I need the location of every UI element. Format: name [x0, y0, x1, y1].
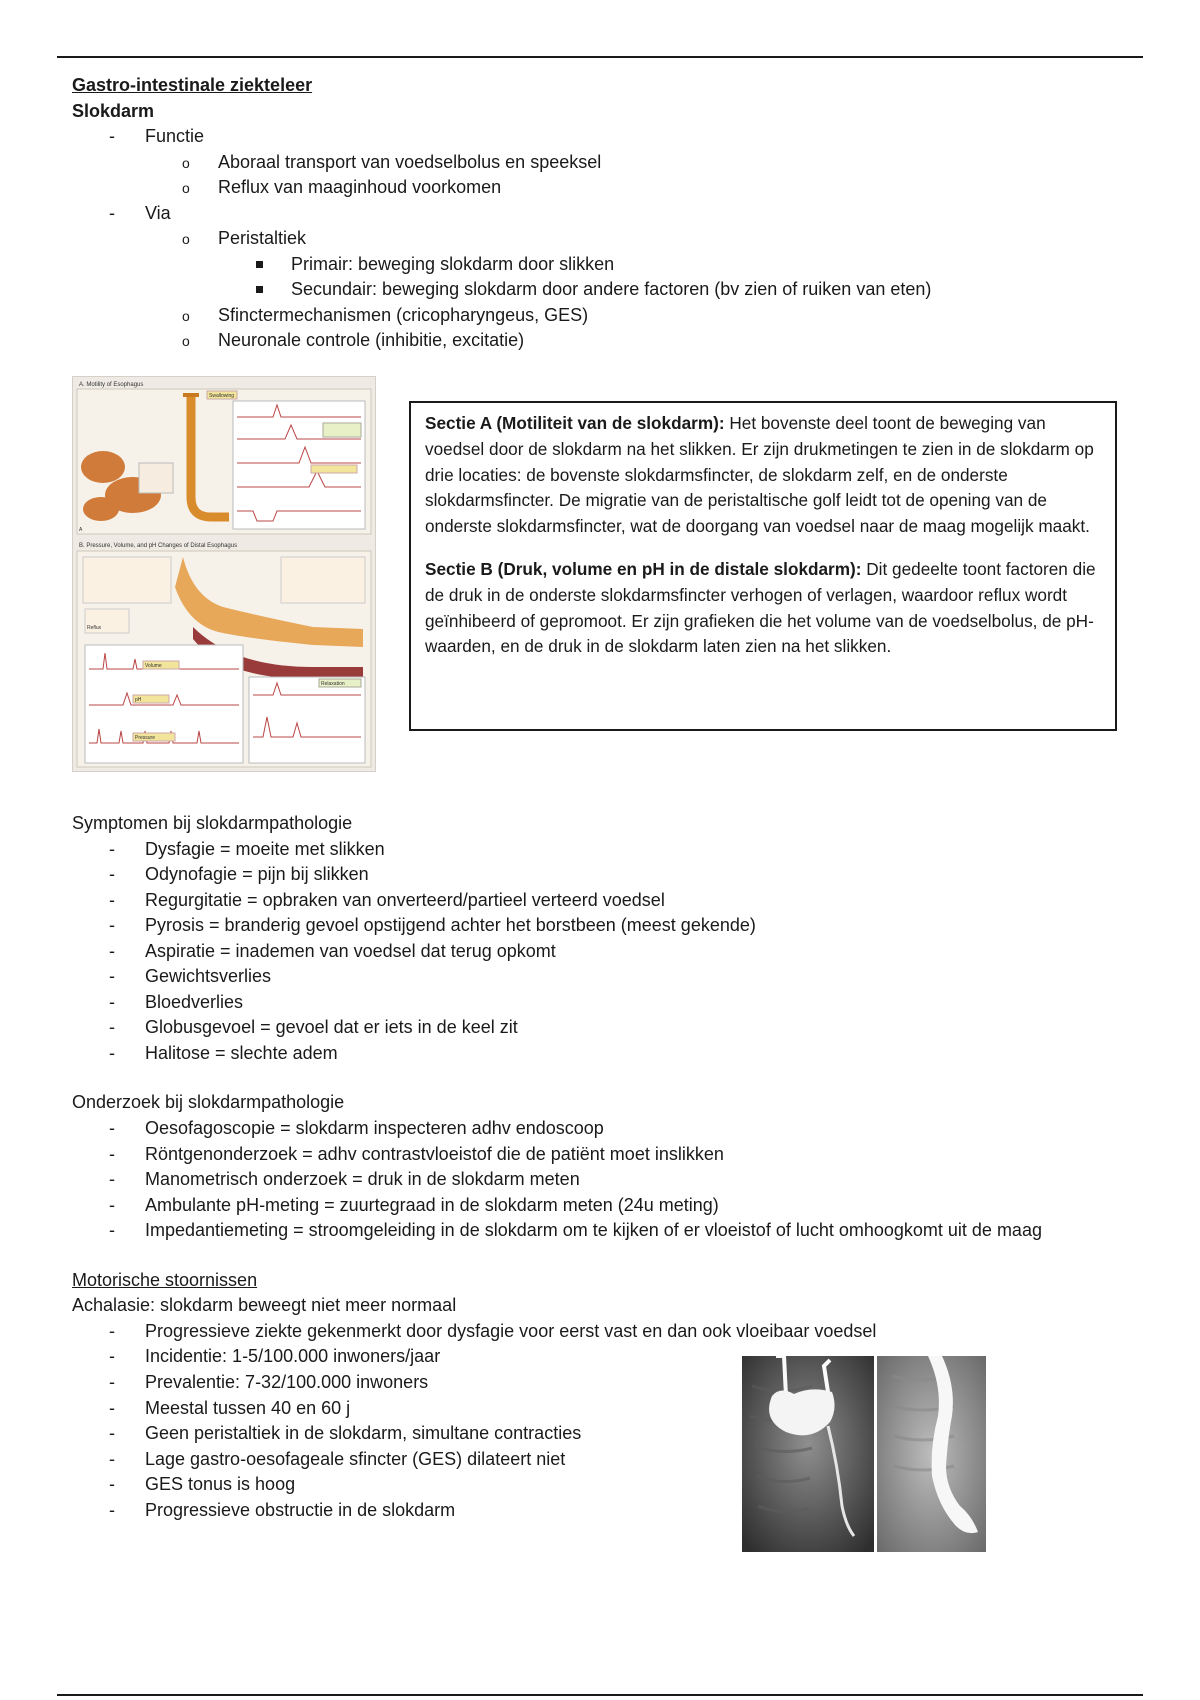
list-item-text: Aspiratie = inademen van voedsel dat terug opkomt — [145, 940, 556, 961]
circle-marker: o — [182, 307, 190, 324]
dash-marker: - — [109, 202, 115, 223]
dash-marker: - — [109, 126, 115, 147]
list-item-text: Pyrosis = branderig gevoel opstijgend achter het borstbeen (meest gekende) — [145, 915, 756, 936]
list-item-text: Halitose = slechte adem — [145, 1042, 338, 1063]
figure-b-header: B. Pressure, Volume, and pH Changes of Distal Esophagus — [79, 543, 238, 550]
list-item-text: Meestal tussen 40 en 60 j — [145, 1397, 351, 1418]
section-a-text: Het bovenste deel toont de beweging van voedsel door de slokdarm na het slikken. Er zijn drukmetingen te zien in de slokdarm op drie locaties: de bovenste slokdarmsfincter, de slokdarm zelf, en de onderste slokdarmsfincter. De migratie van de peristaltische golf leidt tot de opening van de onderste slokdarmsfincter, wat de doorgang van voedsel naar de maag mogelijk maakt. — [425, 413, 1094, 537]
dash-marker: - — [109, 915, 115, 936]
pressure-label: Pressure — [135, 735, 156, 742]
list-item — [72, 913, 1152, 939]
list-item — [72, 1167, 1152, 1193]
list-item — [218, 277, 1152, 303]
list-item — [72, 1015, 1152, 1041]
list-item — [72, 862, 1152, 888]
reflux-label: Reflux — [87, 625, 102, 632]
section-b-title: Sectie B (Druk, volume en pH in de distale slokdarm): — [425, 559, 862, 579]
document-content — [72, 73, 1152, 1523]
list-item-text: GES tonus is hoog — [145, 1474, 296, 1495]
dash-marker: - — [109, 1169, 115, 1190]
peristaltiek-sublist — [72, 252, 1152, 303]
list-item-text: Manometrisch onderzoek = druk in de slokdarm meten — [145, 1169, 580, 1190]
figure-row — [72, 376, 1152, 811]
dash-marker: - — [109, 1499, 115, 1520]
section-b-description — [425, 557, 1101, 660]
list-item-text: Prevalentie: 7-32/100.000 inwoners — [145, 1371, 429, 1392]
circle-marker: o — [182, 333, 190, 350]
list-item-text: Ambulante pH-meting = zuurtegraad in de slokdarm meten (24u meting) — [145, 1194, 719, 1215]
figure-a-header: A. Motility of Esophagus — [79, 382, 144, 389]
dash-marker: - — [109, 1017, 115, 1038]
section-a-description — [425, 411, 1101, 540]
list-item-text: Primair: beweging slokdarm door slikken — [291, 253, 615, 274]
square-bullet — [256, 261, 263, 268]
document-title: Gastro-intestinale ziekteleer — [72, 75, 313, 95]
achalasie-xray-images — [742, 1356, 986, 1552]
dash-marker: - — [109, 889, 115, 910]
list-item-text: Reflux van maaginhoud voorkomen — [218, 177, 502, 198]
list-item — [145, 226, 1152, 252]
list-item — [72, 1218, 1152, 1244]
functie-list — [72, 124, 1152, 150]
volume-label: Volume — [145, 663, 162, 670]
dash-marker: - — [109, 1371, 115, 1392]
dash-marker: - — [109, 1118, 115, 1139]
list-item-text: Neuronale controle (inhibitie, excitatie) — [218, 330, 525, 351]
list-item — [72, 1142, 1152, 1168]
via-list — [72, 201, 1152, 227]
circle-marker: o — [182, 180, 190, 197]
list-item — [72, 1370, 1152, 1396]
list-item-text: Röntgenonderzoek = adhv contrastvloeistof die de patiënt moet inslikken — [145, 1143, 724, 1164]
section-subtitle: Slokdarm — [72, 100, 155, 121]
dash-marker: - — [109, 1423, 115, 1444]
xray-graphic — [742, 1356, 986, 1552]
dash-marker: - — [109, 1320, 115, 1341]
svg-text:A: A — [79, 527, 83, 534]
dash-marker: - — [109, 966, 115, 987]
dash-marker: - — [109, 838, 115, 859]
via-label: Via — [145, 202, 171, 223]
list-item — [72, 939, 1152, 965]
bottom-rule — [57, 1694, 1143, 1696]
list-item-text: Impedantiemeting = stroomgeleiding in de slokdarm om te kijken of er vloeistof of lucht omhoogkomt uit de maag — [145, 1220, 1042, 1241]
list-item-text: Regurgitatie = opbraken van onverteerd/partieel verteerd voedsel — [145, 889, 665, 910]
relaxation-label: Relaxation — [321, 681, 345, 688]
list-item-text: Sfinctermechanismen (cricopharyngeus, GES) — [218, 304, 589, 325]
dash-marker: - — [109, 1397, 115, 1418]
functie-sublist — [72, 150, 1152, 201]
section-a-title: Sectie A (Motiliteit van de slokdarm): — [425, 413, 725, 434]
list-item — [72, 1498, 1152, 1524]
via-sublist — [72, 226, 1152, 252]
list-item-text: Bloedverlies — [145, 991, 244, 1012]
list-item — [218, 252, 1152, 278]
list-item — [72, 1472, 1152, 1498]
list-item-text: Peristaltiek — [218, 228, 307, 249]
spacer — [72, 1244, 1152, 1268]
list-item — [72, 990, 1152, 1016]
list-item-text: Secundair: beweging slokdarm door andere factoren (bv zien of ruiken van eten) — [291, 279, 932, 300]
functie-item — [72, 124, 1152, 150]
list-item — [72, 1447, 1152, 1473]
dash-marker: - — [109, 1448, 115, 1469]
list-item — [72, 1421, 1152, 1447]
motorisch-heading: Motorische stoornissen — [72, 1269, 258, 1290]
list-item — [72, 1319, 1152, 1345]
spacer — [72, 1066, 1152, 1090]
list-item — [145, 150, 1152, 176]
list-item — [72, 964, 1152, 990]
functie-label: Functie — [145, 126, 205, 147]
via-sublist-2 — [72, 303, 1152, 354]
circle-marker: o — [182, 231, 190, 248]
list-item — [72, 1193, 1152, 1219]
swallowing-label: Swallowing — [209, 393, 235, 400]
list-item-text: Incidentie: 1-5/100.000 inwoners/jaar — [145, 1346, 441, 1367]
list-item — [72, 1116, 1152, 1142]
list-item-text: Lage gastro-oesofageale sfincter (GES) dilateert niet — [145, 1448, 566, 1469]
onderzoek-list — [72, 1116, 1152, 1244]
via-item — [72, 201, 1152, 227]
list-item — [72, 888, 1152, 914]
dash-marker: - — [109, 1143, 115, 1164]
list-item-text: Gewichtsverlies — [145, 966, 272, 987]
list-item-text: Odynofagie = pijn bij slikken — [145, 864, 369, 885]
symptomen-heading: Symptomen bij slokdarmpathologie — [72, 813, 353, 834]
list-item — [145, 303, 1152, 329]
list-item-text: Geen peristaltiek in de slokdarm, simultane contracties — [145, 1423, 582, 1444]
dash-marker: - — [109, 991, 115, 1012]
dash-marker: - — [109, 940, 115, 961]
list-item-text: Progressieve obstructie in de slokdarm — [145, 1499, 456, 1520]
section-b-text: Dit gedeelte toont factoren die de druk in de onderste slokdarmsfincter verhogen of verlagen, waardoor reflux wordt geïnhibeerd of gepromoot. Er zijn grafieken die het volume van de voedselbolus, de pH-waarden, en de druk in de slokdarm laten zien na het slikken. — [425, 559, 1096, 657]
achalasie-list — [72, 1319, 1152, 1523]
dash-marker: - — [109, 1042, 115, 1063]
list-item — [72, 1041, 1152, 1067]
list-item-text: Dysfagie = moeite met slikken — [145, 838, 385, 859]
achalasie-line: Achalasie: slokdarm beweegt niet meer normaal — [72, 1295, 457, 1316]
list-item-text: Globusgevoel = gevoel dat er iets in de keel zit — [145, 1017, 518, 1038]
dash-marker: - — [109, 864, 115, 885]
list-item — [72, 1396, 1152, 1422]
list-item — [72, 837, 1152, 863]
ph-label: pH — [135, 697, 142, 704]
square-bullet — [256, 286, 263, 293]
dash-marker: - — [109, 1220, 115, 1241]
dash-marker: - — [109, 1474, 115, 1495]
list-item-text: Progressieve ziekte gekenmerkt door dysfagie voor eerst vast en dan ook vloeibaar voedsel — [145, 1320, 877, 1341]
esophagus-figure-graphic — [73, 377, 375, 771]
figure-description-box — [409, 401, 1117, 731]
list-item — [145, 328, 1152, 354]
list-item-text: Oesofagoscopie = slokdarm inspecteren adhv endoscoop — [145, 1118, 604, 1139]
esophagus-motility-figure — [72, 376, 376, 772]
symptomen-list — [72, 837, 1152, 1067]
dash-marker: - — [109, 1346, 115, 1367]
list-item-text: Aboraal transport van voedselbolus en speeksel — [218, 151, 602, 172]
circle-marker: o — [182, 154, 190, 171]
top-rule — [57, 56, 1143, 58]
list-item — [145, 175, 1152, 201]
list-item — [72, 1344, 1152, 1370]
dash-marker: - — [109, 1194, 115, 1215]
onderzoek-heading: Onderzoek bij slokdarmpathologie — [72, 1092, 345, 1113]
